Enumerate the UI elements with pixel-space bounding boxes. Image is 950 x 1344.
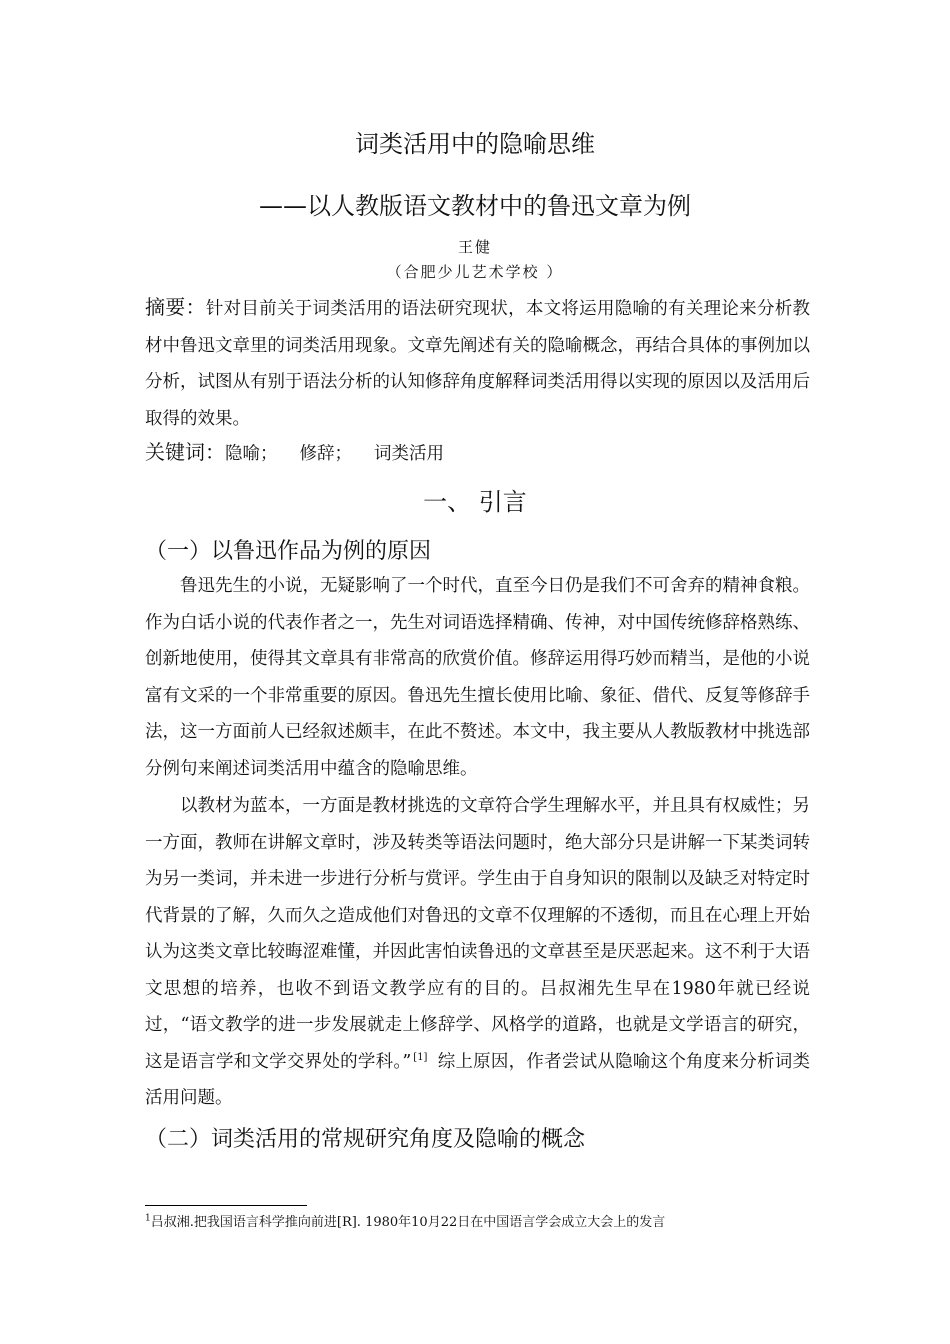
section-heading-introduction: 一、 引言 — [423, 488, 527, 516]
citation-marker[interactable]: [1] — [413, 1051, 428, 1063]
abstract-text: 针对目前关于词类活用的语法研究现状，本文将运用隐喻的有关理论来分析教材中鲁迅文章里的词类活用现象。文章先阐述有关的隐喻概念，再结合具体的事例加以分析，试图从有别于语法分析的认知修辞角度解释词类活用得以实现的原因以及活用后取得的效果。 — [145, 299, 811, 429]
keywords-label: 关键词： — [145, 440, 225, 464]
author-name: 王健 — [457, 238, 492, 256]
paper-title: 词类活用中的隐喻思维 — [355, 130, 595, 158]
footnote-divider — [145, 1205, 307, 1206]
paper-subtitle: ——以人教版语文教材中的鲁迅文章为例 — [259, 192, 691, 220]
author-affiliation: （合肥少儿艺术学校 ） — [386, 263, 564, 281]
paragraph-1-text: 鲁迅先生的小说，无疑影响了一个时代，直至今日仍是我们不可舍弃的精神食粮。作为白话小说的代表作者之一，先生对词语选择精确、传神，对中国传统修辞格熟练、创新地使用，使得其文章具有非常高的欣赏价值。修辞运用得巧妙而精当，是他的小说富有文采的一个非常重要的原因。鲁迅先生擅长使用比喻、象征、借代、反复等修辞手法，这一方面前人已经叙述颇丰，在此不赘述。本文中，我主要从人教版教材中挑选部分例句来阐述词类活用中蕴含的隐喻思维。 — [145, 576, 810, 779]
paragraph-2 — [145, 788, 810, 1117]
paragraph-2-tail: 综上原因，作者尝试从隐喻这个角度来分析词类活用问题。 — [145, 1051, 810, 1108]
keyword-item: 词类活用 — [374, 444, 444, 464]
subsection-heading-1: （一）以鲁迅作品为例的原因 — [145, 539, 432, 564]
paragraph-2-text: 以教材为蓝本，一方面是教材挑选的文章符合学生理解水平，并且具有权威性；另一方面，教师在讲解文章时，涉及转类等语法问题时，绝大部分只是讲解一下某类词转为另一类词，并未进一步进行分析与赏评。学生由于自身知识的限制以及缺乏对特定时代背景的了解，久而久之造成他们对鲁迅的文章不仅理解的不透彻，而且在心理上开始认为这类文章比较晦涩难懂，并因此害怕读鲁迅的文章甚至是厌恶起来。这不利于大语文思想的培养，也收不到语文教学应有的目的。吕叔湘先生早在1980年就已经说过，“语文教学的进一步发展就走上修辞学、风格学的道路，也就是文学语言的研究，这是语言学和文学交界处的学科。” — [145, 796, 810, 1072]
abstract — [145, 289, 810, 437]
paragraph-1 — [145, 568, 810, 787]
keywords — [145, 434, 810, 473]
keyword-item: 隐喻； — [225, 444, 278, 464]
abstract-label: 摘要： — [145, 295, 206, 319]
keyword-item: 修辞； — [299, 444, 352, 464]
footnote-text: 吕叔湘.把我国语言科学推向前进[R]. 1980年10月22日在中国语言学会成立大会上的发言 — [150, 1215, 666, 1230]
footnote-mark: 1 — [145, 1213, 151, 1224]
subsection-heading-2: （二）词类活用的常规研究角度及隐喻的概念 — [145, 1127, 586, 1152]
footnote — [145, 1211, 665, 1230]
